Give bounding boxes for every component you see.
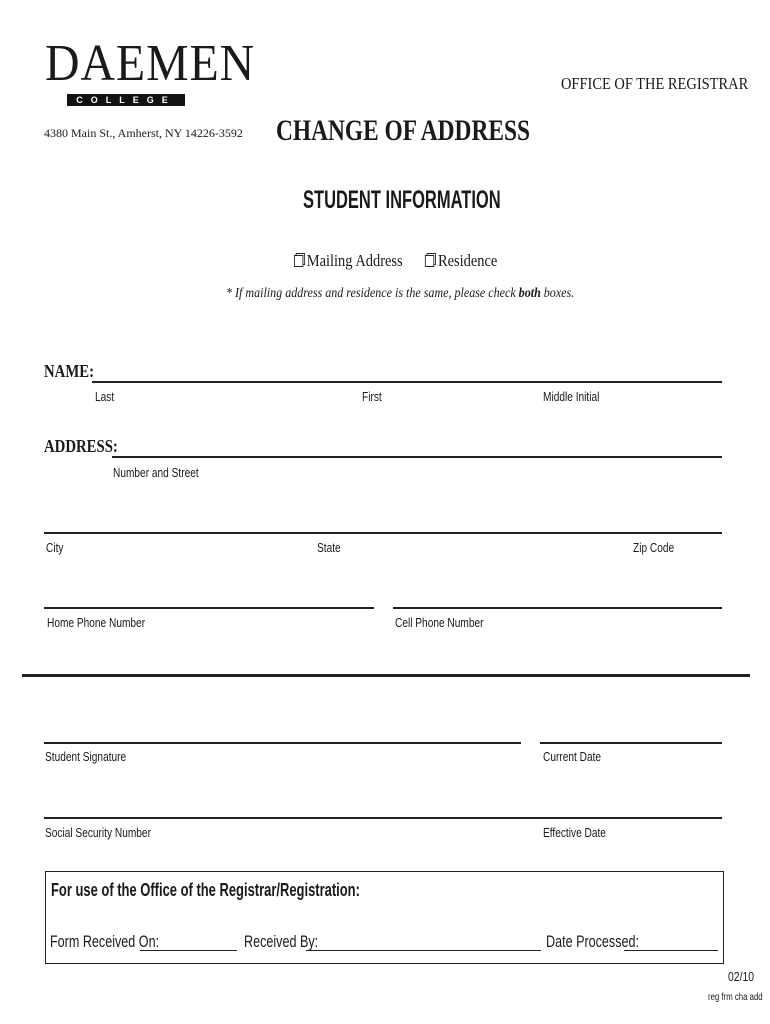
city-state-zip-line[interactable]	[44, 532, 722, 534]
current-date-line[interactable]	[540, 742, 722, 744]
state-caption: State	[317, 540, 341, 555]
home-phone-line[interactable]	[44, 607, 374, 609]
street-caption: Number and Street	[113, 465, 199, 480]
residence-checkbox[interactable]	[425, 255, 434, 267]
instruction-note	[226, 286, 574, 302]
mailing-label: Mailing Address	[306, 251, 403, 270]
form-code: reg frm cha add	[708, 992, 763, 1003]
form-title: CHANGE OF ADDRESS	[276, 114, 530, 147]
section-divider	[22, 674, 750, 677]
name-input-line[interactable]	[92, 381, 722, 383]
home-phone-caption: Home Phone Number	[47, 615, 146, 630]
first-name-caption: First	[362, 389, 382, 404]
college-logo	[45, 35, 256, 110]
form-version: 02/10	[728, 969, 755, 984]
address-label: ADDRESS:	[44, 436, 118, 456]
signature-line[interactable]	[44, 742, 521, 744]
street-input-line[interactable]	[112, 456, 722, 458]
date-processed-label: Date Processed:	[546, 932, 640, 951]
zip-caption: Zip Code	[633, 540, 675, 555]
name-label: NAME:	[44, 361, 95, 381]
received-on-field[interactable]	[140, 950, 237, 951]
address-type-options	[294, 251, 497, 271]
received-on-label: Form Received On:	[50, 932, 160, 951]
received-by-label: Received By:	[244, 932, 319, 951]
effective-date-caption: Effective Date	[543, 825, 606, 840]
signature-caption: Student Signature	[45, 749, 127, 764]
mailing-address-option[interactable]	[294, 251, 406, 270]
residence-label: Residence	[437, 251, 498, 270]
office-heading: OFFICE OF THE REGISTRAR	[561, 74, 749, 93]
city-caption: City	[46, 540, 64, 555]
note-bold: both	[518, 286, 541, 301]
office-use-title: For use of the Office of the Registrar/Registration:	[51, 880, 360, 900]
cell-phone-line[interactable]	[393, 607, 722, 609]
section-heading: STUDENT INFORMATION	[303, 186, 501, 214]
ssn-caption: Social Security Number	[45, 825, 151, 840]
received-by-field[interactable]	[306, 950, 541, 951]
residence-option[interactable]	[425, 251, 497, 270]
logo-subtitle-bar: COLLEGE	[67, 94, 185, 106]
current-date-caption: Current Date	[543, 749, 602, 764]
date-processed-field[interactable]	[624, 950, 718, 951]
logo-wordmark: DAEMEN	[45, 35, 256, 92]
cell-phone-caption: Cell Phone Number	[395, 615, 484, 630]
office-use-box	[45, 871, 724, 964]
middle-initial-caption: Middle Initial	[543, 389, 600, 404]
college-address: 4380 Main St., Amherst, NY 14226-3592	[44, 126, 243, 140]
note-text-2: boxes.	[540, 286, 575, 301]
mailing-checkbox[interactable]	[294, 255, 303, 267]
ssn-line[interactable]	[44, 817, 722, 819]
note-text-1: * If mailing address and residence is the same, please check	[226, 286, 519, 301]
last-name-caption: Last	[95, 389, 115, 404]
